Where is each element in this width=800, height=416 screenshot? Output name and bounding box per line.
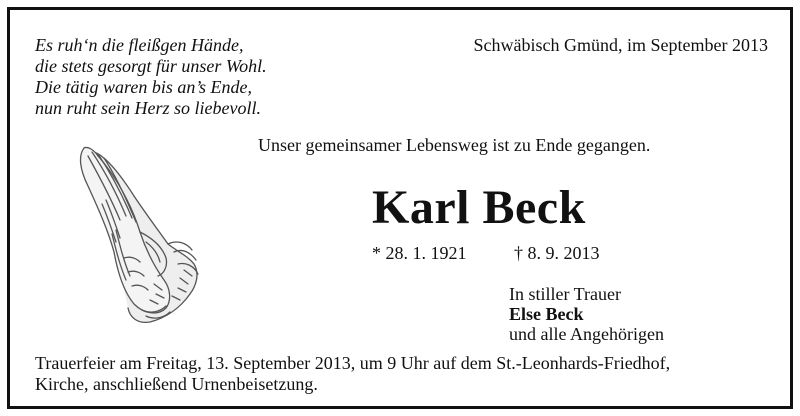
deceased-name: Karl Beck — [372, 181, 586, 234]
funeral-line: Kirche, anschließend Urnenbeisetzung. — [35, 374, 318, 394]
intro-text: Unser gemeinsamer Lebensweg ist zu Ende gegangen. — [258, 135, 651, 155]
poem-line: Es ruh‘n die fleißgen Hände, — [35, 35, 244, 55]
mourner-name: Else Beck — [509, 304, 584, 324]
poem-line: nun ruht sein Herz so liebevoll. — [35, 98, 261, 118]
relatives-phrase: und alle Angehörigen — [509, 324, 664, 344]
mourners-block — [509, 284, 664, 344]
poem — [35, 35, 267, 119]
place-date: Schwäbisch Gmünd, im September 2013 — [473, 35, 768, 55]
funeral-line: Trauerfeier am Freitag, 13. September 2013, um 9 Uhr auf dem St.-Leonhards-Friedhof, — [35, 353, 671, 373]
poem-line: die stets gesorgt für unser Wohl. — [35, 56, 267, 76]
praying-hands-icon — [54, 134, 214, 334]
mourning-phrase: In stiller Trauer — [509, 284, 621, 304]
poem-line: Die tätig waren bis an’s Ende, — [35, 77, 252, 97]
obituary-notice — [7, 7, 793, 409]
birth-date: * 28. 1. 1921 — [372, 243, 467, 263]
death-date: † 8. 9. 2013 — [514, 243, 600, 263]
funeral-info — [35, 353, 670, 395]
